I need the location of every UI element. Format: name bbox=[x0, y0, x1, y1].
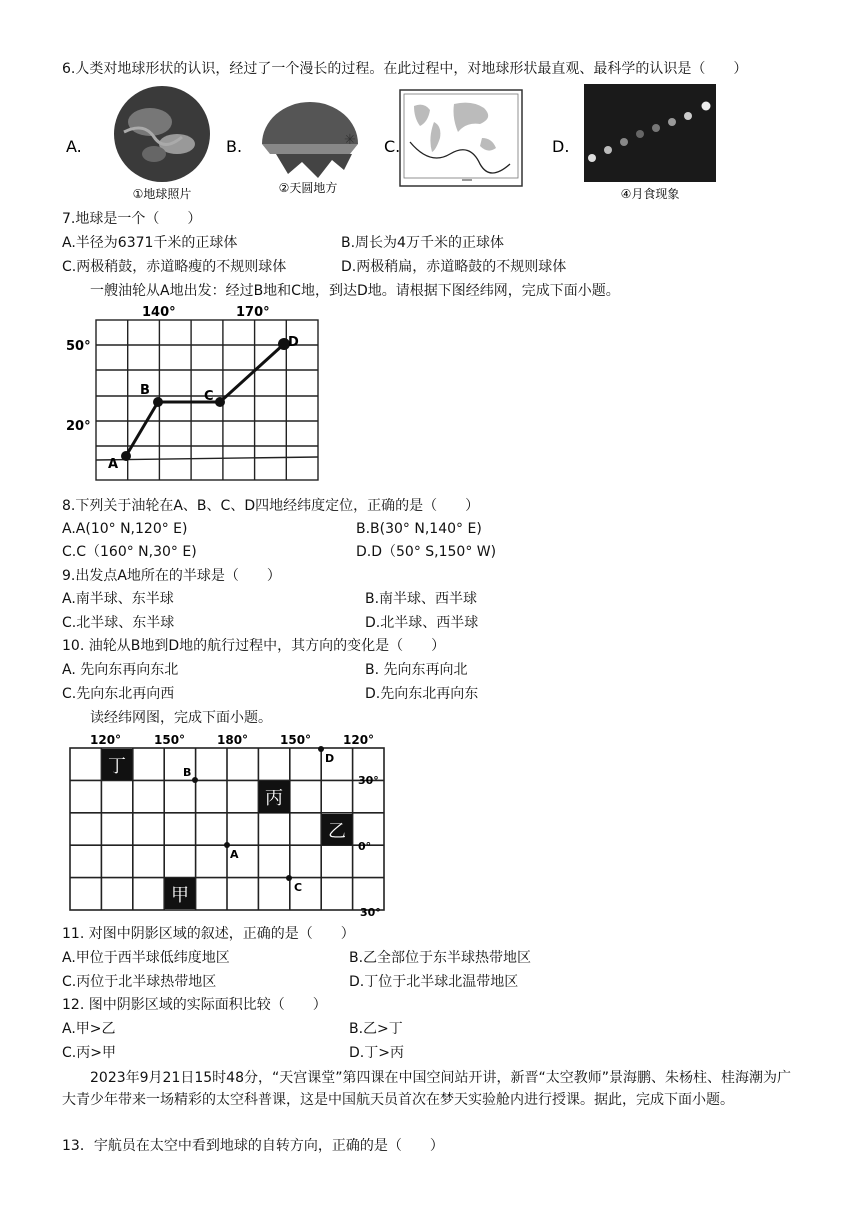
map2-lat-30n: 30° bbox=[358, 774, 379, 787]
sky-dome-illustration bbox=[262, 102, 358, 178]
graticule-map-2 bbox=[62, 728, 392, 920]
q11-stem: 11. 对图中阴影区域的叙述，正确的是（ ） bbox=[62, 926, 355, 942]
q10-option-d[interactable]: D.先向东北再向东 bbox=[365, 686, 479, 702]
q11-option-a[interactable]: A.甲位于西半球低纬度地区 bbox=[62, 950, 230, 966]
map1-lat-50: 50° bbox=[66, 339, 91, 354]
q8-option-c[interactable]: C.C（160° N,30° E) bbox=[62, 544, 197, 560]
map2-lon-120w: 120° bbox=[90, 733, 122, 747]
q9-option-c[interactable]: C.北半球、东半球 bbox=[62, 615, 175, 631]
point-c bbox=[215, 397, 225, 407]
point-b bbox=[153, 397, 163, 407]
map2-lon-150e: 150° bbox=[280, 733, 312, 747]
graticule-map-1 bbox=[62, 300, 322, 492]
label-d: D bbox=[288, 335, 299, 350]
q6-stem: 6.人类对地球形状的认识，经过了一个漫长的过程。在此过程中，对地球形状最直观、最科学的认识是（ ） bbox=[62, 61, 748, 77]
map2-lat-0: 0° bbox=[358, 840, 372, 853]
q12-option-b[interactable]: B.乙>丁 bbox=[349, 1021, 403, 1037]
q6-option-b-letter: B. bbox=[226, 137, 243, 156]
map2-label-d: D bbox=[325, 752, 335, 765]
label-c: C bbox=[204, 389, 214, 404]
label-b: B bbox=[140, 383, 150, 398]
q6-option-a-letter: A. bbox=[66, 137, 82, 156]
q8-option-a[interactable]: A.A(10° N,120° E) bbox=[62, 521, 188, 537]
map2-lon-180: 180° bbox=[217, 733, 249, 747]
lunar-eclipse-photo bbox=[584, 84, 716, 182]
q6-option-d-letter: D. bbox=[552, 137, 570, 156]
intro-tiangong: 2023年9月21日15时48分，“天宫课堂”第四课在中国空间站开讲，新晋“太空教师”景海鹏、朱杨柱、桂海潮为广大青少年带来一场精彩的太空科普课，这是中国航天员首次在梦天实验舱内进行授课。据此，完成下面小题。 bbox=[62, 1070, 791, 1108]
map1-lon-170: 170° bbox=[236, 305, 270, 320]
region-jia-label: 甲 bbox=[171, 885, 189, 906]
q11-option-d[interactable]: D.丁位于北半球北温带地区 bbox=[349, 974, 519, 990]
q10-stem: 10. 油轮从B地到D地的航行过程中，其方向的变化是（ ） bbox=[62, 638, 446, 654]
q12-option-d[interactable]: D.丁>丙 bbox=[349, 1045, 404, 1061]
map2-label-a: A bbox=[230, 848, 239, 861]
q11-option-b[interactable]: B.乙全部位于东半球热带地区 bbox=[349, 950, 532, 966]
q9-option-d[interactable]: D.北半球、西半球 bbox=[365, 615, 479, 631]
q6-option-c-letter: C. bbox=[384, 137, 401, 156]
intro-graticule: 读经纬网图，完成下面小题。 bbox=[90, 710, 272, 726]
q7-option-c[interactable]: C.两极稍鼓，赤道略瘦的不规则球体 bbox=[62, 259, 287, 275]
q13-stem: 13．宇航员在太空中看到地球的自转方向，正确的是（ ） bbox=[62, 1138, 444, 1154]
point-a bbox=[121, 451, 131, 461]
q8-option-b[interactable]: B.B(30° N,140° E) bbox=[356, 521, 482, 537]
intro-tanker: 一艘油轮从A地出发：经过B地和C地，到达D地。请根据下图经纬网，完成下面小题。 bbox=[90, 283, 620, 299]
earth-photo bbox=[114, 86, 210, 182]
q12-option-c[interactable]: C.丙>甲 bbox=[62, 1045, 116, 1061]
map2-point-c bbox=[286, 875, 292, 881]
q12-stem: 12. 图中阴影区域的实际面积比较（ ） bbox=[62, 997, 327, 1013]
q7-option-a[interactable]: A.半径为6371千米的正球体 bbox=[62, 235, 238, 251]
voyage-world-map bbox=[400, 90, 522, 186]
q10-option-c[interactable]: C.先向东北再向西 bbox=[62, 686, 175, 702]
region-ding-label: 丁 bbox=[108, 756, 126, 777]
q6-option-a-caption: ①地球照片 bbox=[132, 187, 192, 201]
label-a: A bbox=[108, 457, 119, 472]
q10-option-a[interactable]: A. 先向东再向东北 bbox=[62, 662, 179, 678]
map2-point-d bbox=[318, 746, 324, 752]
q12-option-a[interactable]: A.甲>乙 bbox=[62, 1021, 116, 1037]
map2-lat-30s: 30° bbox=[360, 906, 381, 919]
map2-lon-120e: 120° bbox=[343, 733, 375, 747]
map1-lon-140: 140° bbox=[142, 305, 176, 320]
q8-stem: 8.下列关于油轮在A、B、C、D四地经纬度定位，正确的是（ ） bbox=[62, 498, 480, 514]
q9-option-b[interactable]: B.南半球、西半球 bbox=[365, 591, 478, 607]
q8-option-d[interactable]: D.D（50° S,150° W) bbox=[356, 544, 497, 560]
q9-stem: 9.出发点A地所在的半球是（ ） bbox=[62, 568, 281, 584]
region-bing-label: 丙 bbox=[265, 788, 283, 809]
q9-option-a[interactable]: A.南半球、东半球 bbox=[62, 591, 174, 607]
map2-label-c: C bbox=[294, 881, 303, 894]
svg-text:✳: ✳ bbox=[344, 132, 356, 148]
q7-option-b[interactable]: B.周长为4万千米的正球体 bbox=[341, 235, 504, 251]
map2-lon-150w: 150° bbox=[154, 733, 186, 747]
map2-label-b: B bbox=[183, 766, 192, 779]
q7-option-d[interactable]: D.两极稍扁，赤道略鼓的不规则球体 bbox=[341, 259, 567, 275]
region-yi-label: 乙 bbox=[328, 821, 346, 842]
q11-option-c[interactable]: C.丙位于北半球热带地区 bbox=[62, 974, 217, 990]
q6-option-d-caption: ④月食现象 bbox=[620, 187, 680, 201]
q6-option-b-caption: ②天圆地方 bbox=[278, 181, 338, 195]
q6-figure bbox=[62, 82, 722, 206]
q7-stem: 7.地球是一个（ ） bbox=[62, 211, 202, 227]
map1-lat-20: 20° bbox=[66, 419, 91, 434]
map2-point-b bbox=[192, 777, 198, 783]
q10-option-b[interactable]: B. 先向东再向北 bbox=[365, 662, 468, 678]
